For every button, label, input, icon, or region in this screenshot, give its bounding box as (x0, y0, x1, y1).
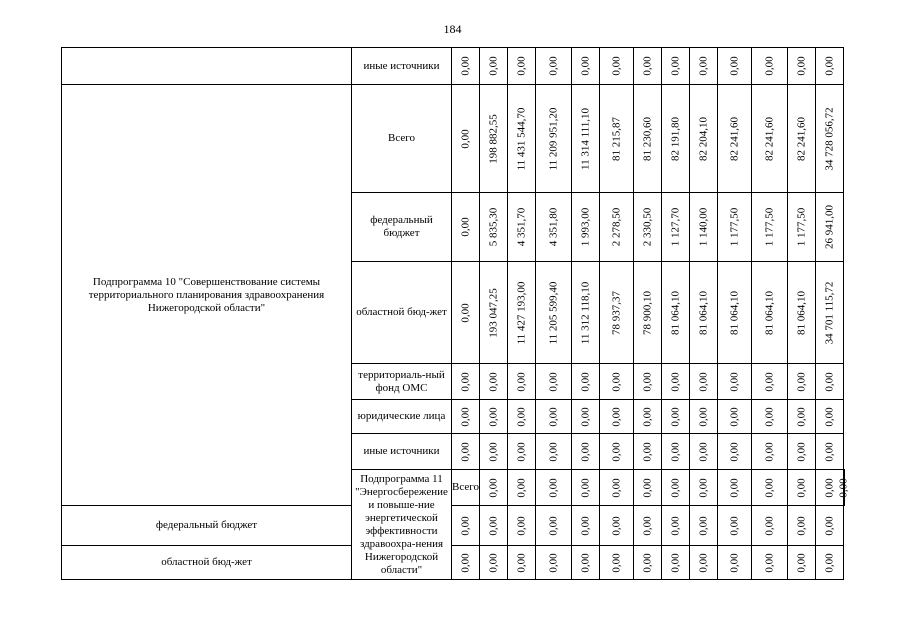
value-cell (816, 546, 844, 580)
program-name: Подпрограмма 10 "Совершенствование системы территориального планирования здравоохранения Нижегородской области" (62, 85, 352, 506)
value-cell (816, 400, 844, 434)
value-cell (508, 85, 536, 193)
value-text: 0,00 (697, 515, 709, 536)
value-cell (634, 48, 662, 85)
value-text: 0,00 (728, 371, 740, 392)
value-cell (788, 85, 816, 193)
value-text: 0,00 (487, 371, 499, 392)
value-cell (690, 434, 718, 470)
funding-source: федеральный бюджет (62, 506, 352, 546)
value-text: 0,00 (697, 552, 709, 573)
table-row (62, 506, 845, 546)
value-text: 0,00 (763, 56, 775, 76)
value-text: 78 937,37 (610, 290, 622, 335)
value-cell (480, 434, 508, 470)
value-text: 0,00 (515, 441, 527, 462)
value-cell (752, 364, 788, 400)
value-text: 26 941,00 (823, 205, 835, 249)
value-text: 0,00 (669, 406, 681, 427)
value-cell (788, 400, 816, 434)
value-text: 81 230,60 (641, 116, 653, 161)
value-text: 0,00 (763, 477, 775, 498)
value-cell (536, 85, 572, 193)
value-text: 0,00 (547, 56, 559, 76)
value-text: 2 330,50 (641, 207, 653, 247)
value-cell (837, 470, 850, 506)
value-text: 0,00 (515, 56, 527, 76)
value-text: 0,00 (579, 441, 591, 462)
value-cell (718, 193, 752, 262)
value-text: 11 209 951,20 (547, 107, 559, 170)
value-text: 0,00 (641, 477, 653, 498)
value-cell (752, 85, 788, 193)
value-cell (572, 48, 600, 85)
value-text: 0,00 (728, 515, 740, 536)
value-text: 1 177,50 (763, 207, 775, 247)
program-cell-empty (62, 48, 352, 85)
value-text: 0,00 (641, 552, 653, 573)
value-cell (788, 470, 816, 506)
value-text: 2 278,50 (610, 207, 622, 247)
value-text: 11 312 118,10 (579, 281, 591, 344)
value-text: 0,00 (487, 406, 499, 427)
value-cell (572, 506, 600, 546)
value-cell (600, 546, 634, 580)
value-text: 0,00 (579, 477, 591, 498)
value-text: 0,00 (487, 56, 499, 76)
value-cell (690, 193, 718, 262)
table-row (62, 85, 845, 193)
value-cell (816, 85, 844, 193)
funding-source: Всего (452, 470, 480, 506)
value-cell (536, 48, 572, 85)
value-text: 0,00 (547, 552, 559, 573)
table-row (62, 546, 845, 580)
value-cell (452, 546, 480, 580)
value-cell (508, 48, 536, 85)
value-text: 0,00 (515, 552, 527, 573)
value-cell (690, 262, 718, 364)
value-cell (788, 48, 816, 85)
value-cell (816, 434, 844, 470)
value-cell (452, 400, 480, 434)
value-text: 0,00 (579, 56, 591, 76)
value-text: 0,00 (669, 515, 681, 536)
value-text: 81 215,87 (610, 116, 622, 161)
value-text: 0,00 (823, 441, 835, 462)
value-text: 11 205 599,40 (547, 281, 559, 344)
value-text: 0,00 (459, 552, 471, 573)
value-cell (600, 400, 634, 434)
value-cell (536, 364, 572, 400)
value-cell (634, 400, 662, 434)
value-cell (452, 85, 480, 193)
value-cell (662, 546, 690, 580)
value-cell (718, 434, 752, 470)
value-text: 0,00 (763, 371, 775, 392)
value-cell (752, 506, 788, 546)
value-cell (536, 470, 572, 506)
funding-source: федеральный бюджет (352, 193, 452, 262)
value-cell (572, 364, 600, 400)
value-text: 0,00 (669, 477, 681, 498)
value-text: 0,00 (547, 371, 559, 392)
funding-source: юридические лица (352, 400, 452, 434)
value-cell (572, 434, 600, 470)
value-cell (662, 85, 690, 193)
value-cell (752, 434, 788, 470)
value-text: 0,00 (669, 441, 681, 462)
value-cell (508, 400, 536, 434)
value-text: 81 064,10 (669, 290, 681, 335)
value-text: 1 177,50 (795, 207, 807, 247)
value-cell (634, 470, 662, 506)
value-text: 0,00 (459, 302, 471, 323)
value-cell (634, 262, 662, 364)
value-text: 11 427 193,00 (515, 281, 527, 344)
value-cell (662, 193, 690, 262)
value-text: 81 064,10 (795, 290, 807, 335)
value-text: 0,00 (823, 371, 835, 392)
value-cell (600, 470, 634, 506)
value-text: 11 314 111,10 (579, 107, 591, 170)
value-cell (816, 193, 844, 262)
value-text: 0,00 (823, 515, 835, 536)
value-cell (508, 546, 536, 580)
value-cell (536, 400, 572, 434)
value-cell (662, 364, 690, 400)
value-text: 0,00 (697, 441, 709, 462)
value-text: 0,00 (459, 56, 471, 76)
value-cell (572, 400, 600, 434)
value-text: 0,00 (487, 477, 499, 498)
value-text: 4 351,70 (515, 207, 527, 247)
value-text: 0,00 (641, 371, 653, 392)
value-cell (718, 506, 752, 546)
value-cell (480, 85, 508, 193)
value-cell (752, 470, 788, 506)
funding-source: Всего (352, 85, 452, 193)
value-text: 0,00 (697, 371, 709, 392)
value-cell (816, 48, 844, 85)
value-text: 0,00 (697, 477, 709, 498)
value-text: 0,00 (487, 441, 499, 462)
value-cell (572, 85, 600, 193)
value-cell (752, 48, 788, 85)
funding-source: иные источники (352, 434, 452, 470)
value-text: 0,00 (610, 371, 622, 392)
value-cell (508, 434, 536, 470)
value-cell (508, 364, 536, 400)
value-cell (634, 364, 662, 400)
value-cell (718, 400, 752, 434)
value-text: 0,00 (610, 441, 622, 462)
value-text: 0,00 (487, 515, 499, 536)
value-text: 0,00 (728, 552, 740, 573)
value-cell (718, 470, 752, 506)
value-text: 0,00 (459, 515, 471, 536)
value-text: 0,00 (641, 515, 653, 536)
value-text: 0,00 (728, 56, 740, 76)
funding-source: иные источники (352, 48, 452, 85)
value-text: 0,00 (515, 371, 527, 392)
value-cell (572, 193, 600, 262)
value-cell (718, 262, 752, 364)
value-cell (788, 262, 816, 364)
value-text: 0,00 (763, 552, 775, 573)
value-cell (572, 546, 600, 580)
value-cell (536, 193, 572, 262)
value-text: 0,00 (728, 406, 740, 427)
value-cell (536, 506, 572, 546)
value-cell (752, 546, 788, 580)
value-cell (452, 506, 480, 546)
value-text: 0,00 (669, 552, 681, 573)
value-cell (662, 506, 690, 546)
value-cell (634, 506, 662, 546)
value-text: 81 064,10 (697, 290, 709, 335)
value-cell (634, 434, 662, 470)
value-cell (480, 262, 508, 364)
value-cell (480, 546, 508, 580)
value-text: 0,00 (823, 477, 835, 498)
value-text: 0,00 (823, 56, 835, 76)
value-cell (752, 193, 788, 262)
value-cell (480, 48, 508, 85)
value-cell (662, 470, 690, 506)
value-text: 0,00 (669, 56, 681, 76)
value-cell (690, 470, 718, 506)
value-cell (452, 364, 480, 400)
value-cell (718, 48, 752, 85)
value-text: 0,00 (515, 515, 527, 536)
value-cell (662, 262, 690, 364)
value-cell (752, 262, 788, 364)
table-row (62, 48, 845, 85)
value-cell (600, 193, 634, 262)
value-text: 193 047,25 (487, 287, 499, 338)
value-cell (480, 506, 508, 546)
value-text: 0,00 (795, 515, 807, 536)
value-text: 0,00 (515, 477, 527, 498)
value-cell (452, 262, 480, 364)
value-text: 0,00 (547, 441, 559, 462)
value-cell (690, 400, 718, 434)
funding-source: территориаль-ный фонд ОМС (352, 364, 452, 400)
funding-source: областной бюд-жет (62, 546, 352, 580)
value-text: 81 064,10 (728, 290, 740, 335)
value-text: 78 900,10 (641, 290, 653, 335)
value-text: 82 241,60 (795, 116, 807, 161)
value-text: 0,00 (459, 406, 471, 427)
value-text: 0,00 (610, 552, 622, 573)
value-text: 0,00 (610, 515, 622, 536)
value-text: 34 728 056,72 (823, 106, 835, 171)
value-cell (788, 506, 816, 546)
value-text: 0,00 (823, 552, 835, 573)
budget-table (61, 47, 850, 580)
value-cell (600, 364, 634, 400)
value-text: 0,00 (697, 406, 709, 427)
value-text: 0,00 (795, 371, 807, 392)
value-text: 82 241,60 (763, 116, 775, 161)
value-cell (452, 434, 480, 470)
value-cell (752, 400, 788, 434)
value-text: 0,00 (795, 56, 807, 76)
value-cell (788, 193, 816, 262)
value-text: 4 351,80 (547, 207, 559, 247)
value-text: 0,00 (641, 56, 653, 76)
value-text: 0,00 (459, 128, 471, 149)
program-name: Подпрограмма 11 "Энергосбережение и повыше-ние энергетической эффективности здравоохра-нения Нижегородской области" (352, 470, 452, 580)
value-cell (536, 434, 572, 470)
value-text: 0,00 (487, 552, 499, 573)
value-cell (634, 85, 662, 193)
value-text: 0,00 (763, 406, 775, 427)
value-cell (718, 364, 752, 400)
value-text: 0,00 (728, 441, 740, 462)
value-text: 1 993,00 (579, 207, 591, 247)
value-text: 0,00 (579, 552, 591, 573)
value-cell (690, 546, 718, 580)
value-text: 0,00 (795, 552, 807, 573)
value-cell (508, 193, 536, 262)
value-text: 0,00 (669, 371, 681, 392)
value-text: 0,00 (795, 406, 807, 427)
value-text: 0,00 (459, 371, 471, 392)
value-cell (788, 546, 816, 580)
value-text: 11 431 544,70 (515, 107, 527, 170)
value-cell (600, 434, 634, 470)
value-cell (480, 364, 508, 400)
value-text: 1 177,50 (728, 207, 740, 247)
value-cell (690, 48, 718, 85)
value-cell (452, 48, 480, 85)
value-cell (536, 262, 572, 364)
page-number: 184 (443, 22, 462, 36)
value-cell (788, 364, 816, 400)
value-cell (662, 400, 690, 434)
value-text: 0,00 (579, 515, 591, 536)
value-cell (508, 262, 536, 364)
value-text: 82 191,80 (669, 116, 681, 161)
value-text: 0,00 (459, 217, 471, 237)
value-cell (572, 262, 600, 364)
value-cell (788, 434, 816, 470)
value-text: 0,00 (579, 406, 591, 427)
value-cell (690, 506, 718, 546)
value-cell (508, 470, 536, 506)
value-text: 0,00 (795, 477, 807, 498)
value-text: 0,00 (610, 56, 622, 76)
value-cell (718, 85, 752, 193)
value-cell (600, 48, 634, 85)
value-cell (634, 546, 662, 580)
value-text: 0,00 (547, 406, 559, 427)
value-cell (508, 506, 536, 546)
value-text: 198 882,55 (487, 113, 499, 164)
value-cell (690, 85, 718, 193)
value-cell (536, 546, 572, 580)
value-text: 0,00 (641, 406, 653, 427)
value-cell (480, 193, 508, 262)
value-text: 82 241,60 (728, 116, 740, 161)
value-text: 0,00 (610, 477, 622, 498)
value-text: 5 835,30 (487, 207, 499, 247)
value-cell (480, 470, 508, 506)
value-cell (662, 48, 690, 85)
value-text: 0,00 (795, 441, 807, 462)
value-text: 0,00 (641, 441, 653, 462)
value-cell (816, 364, 844, 400)
value-cell (662, 434, 690, 470)
value-text: 1 127,70 (669, 207, 681, 247)
value-text: 82 204,10 (697, 116, 709, 161)
value-text: 34 701 115,72 (823, 281, 835, 344)
value-text: 0,00 (610, 406, 622, 427)
value-cell (452, 193, 480, 262)
value-text: 0,00 (697, 56, 709, 76)
value-cell (816, 506, 844, 546)
value-text: 0,00 (547, 515, 559, 536)
value-cell (690, 364, 718, 400)
funding-source: областной бюд-жет (352, 262, 452, 364)
value-text: 0,00 (515, 406, 527, 427)
value-text: 0,00 (837, 477, 850, 498)
value-cell (480, 400, 508, 434)
value-text: 0,00 (579, 371, 591, 392)
value-cell (718, 546, 752, 580)
value-text: 0,00 (763, 515, 775, 536)
value-cell (600, 262, 634, 364)
value-text: 0,00 (823, 406, 835, 427)
value-text: 0,00 (763, 441, 775, 462)
value-cell (816, 262, 844, 364)
value-text: 0,00 (459, 441, 471, 462)
value-text: 0,00 (547, 477, 559, 498)
value-text: 0,00 (728, 477, 740, 498)
value-text: 1 140,00 (697, 207, 709, 247)
value-cell (634, 193, 662, 262)
value-cell (572, 470, 600, 506)
value-text: 81 064,10 (763, 290, 775, 335)
value-cell (600, 506, 634, 546)
value-cell (600, 85, 634, 193)
